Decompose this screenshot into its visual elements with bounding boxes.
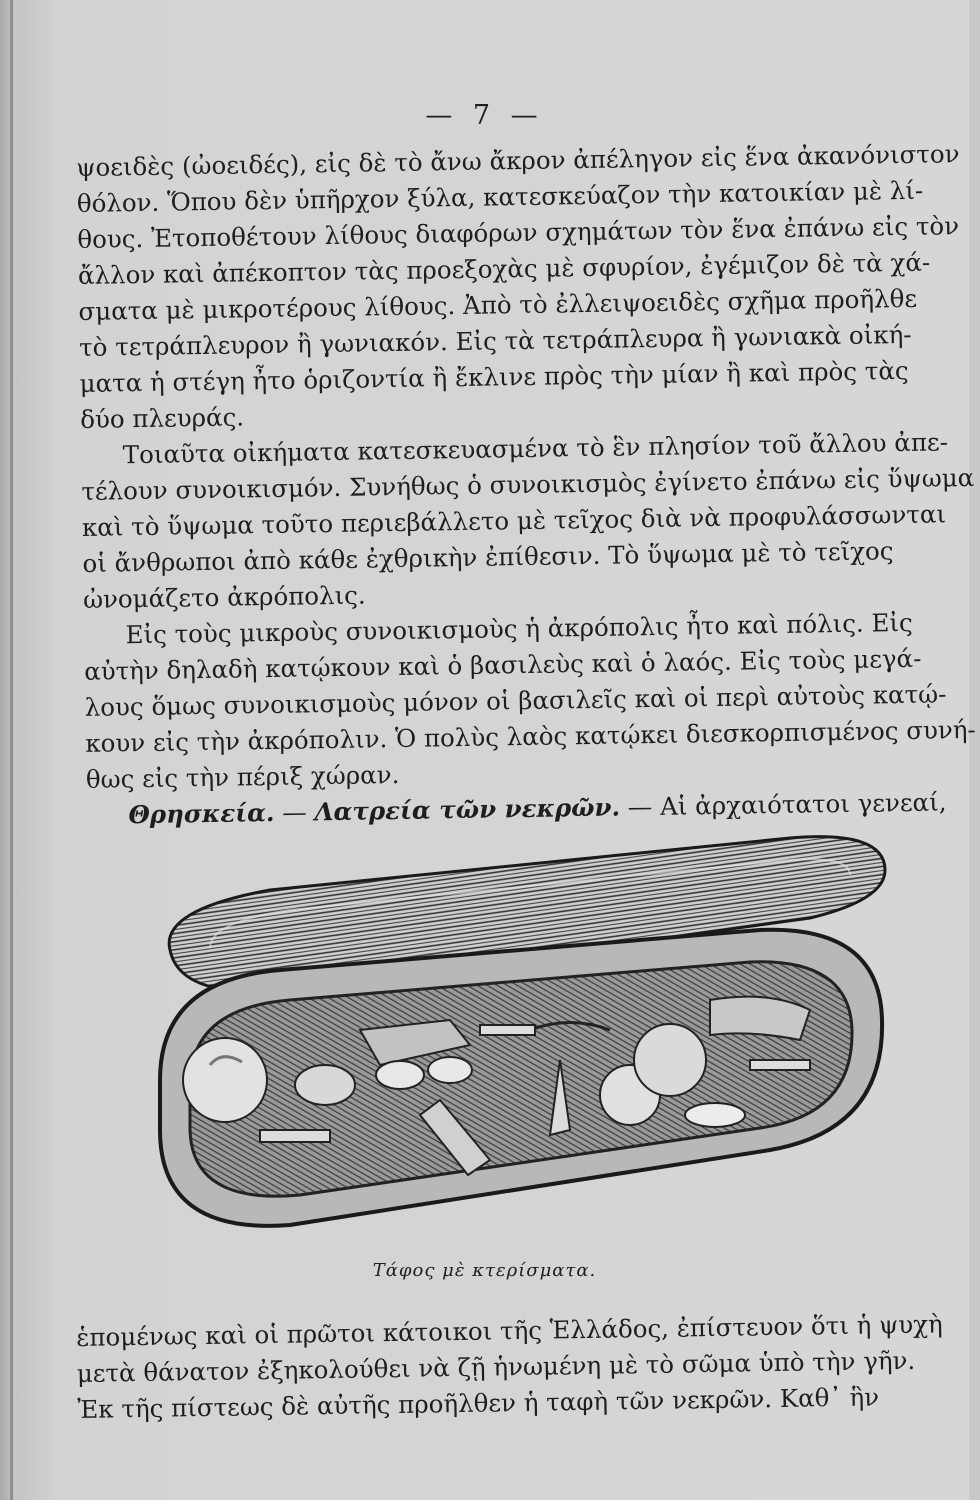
text-line: αὐτὴν δηλαδὴ κατῴκουν καὶ ὁ βασιλεὺς καὶ ὁ λαός. Εἰς τοὺς μεγά- [83,643,922,686]
text-line: Εἰς τοὺς μικροὺς συνοικισμοὺς ἡ ἀκρόπολις ἦτο καὶ πόλις. Εἰς [125,607,913,650]
text-line: τέλουν συνοικισμόν. Συνήθως ὁ συνοικισμὸς ἐγίνετο ἐπάνω εἰς ὕψωμα [81,462,975,506]
text-line: θως εἰς τὴν πέριξ χώραν. [85,759,400,794]
text-line: σματα μὲ μικροτέρους λίθους. Ἀπὸ τὸ ἐλλειψοειδὲς σχῆμα προῆλθε [78,283,918,326]
text-line: μετὰ θάνατον ἐξηκολούθει νὰ ζῇ ἡνωμένη μὲ τὸ σῶμα ὑπὸ τὴν γῆν. [76,1345,916,1388]
main-text [76,137,976,833]
text-line: Ἐκ τῆς πίστεως δὲ αὐτῆς προῆλθεν ἡ ταφὴ τῶν νεκρῶν. Καθ᾿ ἣν [77,1382,880,1424]
text-line: θόλον. Ὅπου δὲν ὑπῆρχον ξύλα, κατεσκεύαζον τὴν κατοικίαν μὲ λί- [76,175,924,218]
text-line: τὸ τετράπλευρον ἢ γωνιακόν. Εἰς τὰ τετράπλευρα ἢ γωνιακὰ οἰκή- [78,319,912,362]
text-line: κουν εἰς τὴν ἀκρόπολιν. Ὁ πολὺς λαὸς κατῴκει διεσκορπισμένος συνή- [85,714,976,758]
main-text-continued [76,1307,943,1428]
sarcophagus-box [160,930,882,1226]
heading-term-cult-of-dead: Λατρεία τῶν νεκρῶν. [314,792,621,827]
text-line: καὶ τὸ ὕψωμα τοῦτο περιεβάλλετο μὲ τεῖχος διὰ νὰ προφυλάσσωνται [81,499,947,542]
heading-dash: — [274,797,315,827]
text-line: λους ὅμως συνοικισμοὺς μόνον οἱ βασιλεῖς καὶ οἱ περὶ αὐτοὺς κατῴ- [84,679,947,722]
heading-term-religion: Θρησκεία. [128,797,275,830]
tomb-illustration [150,830,890,1250]
page-number: — 7 — [425,100,544,131]
text-line: ψοειδὲς (ὠοειδές), εἰς δὲ τὸ ἄνω ἄκρον ἀπέληγον εἰς ἕνα ἀκανόνιστον [76,139,960,182]
text-line: ματα ἡ στέγη ἦτο ὁριζοντία ἢ ἔκλινε πρὸς τὴν μίαν ἢ καὶ πρὸς τὰς [79,355,909,398]
text-line: ἑπομένως καὶ οἱ πρῶτοι κάτοικοι τῆς Ἑλλάδος, ἐπίστευον ὅτι ἡ ψυχὴ [76,1309,943,1352]
text-line: θους. Ἐτοποθέτουν λίθους διαφόρων σχημάτων τὸν ἕνα ἐπάνω εἰς τὸν [77,211,960,254]
figure-caption: Τάφος μὲ κτερίσματα. [372,1260,597,1281]
text-line: ὠνομάζετο ἀκρόπολις. [82,580,366,614]
text-line: δύο πλευράς. [80,402,245,434]
text-line: Τοιαῦτα οἰκήματα κατεσκευασμένα τὸ ἓν πλησίον τοῦ ἄλλου ἀπε- [122,427,949,470]
heading-rest-text: — Αἱ ἀρχαιότατοι γενεαί, [619,787,947,822]
text-line: ἄλλον καὶ ἀπέκοπτον τὰς προεξοχὰς μὲ σφυρίον, ἐγέμιζον δὲ τὰ χά- [77,247,931,290]
text-line: οἱ ἄνθρωποι ἀπὸ κάθε ἐχθρικὴν ἐπίθεσιν. Τὸ ὕψωμα μὲ τὸ τεῖχος [82,536,894,578]
